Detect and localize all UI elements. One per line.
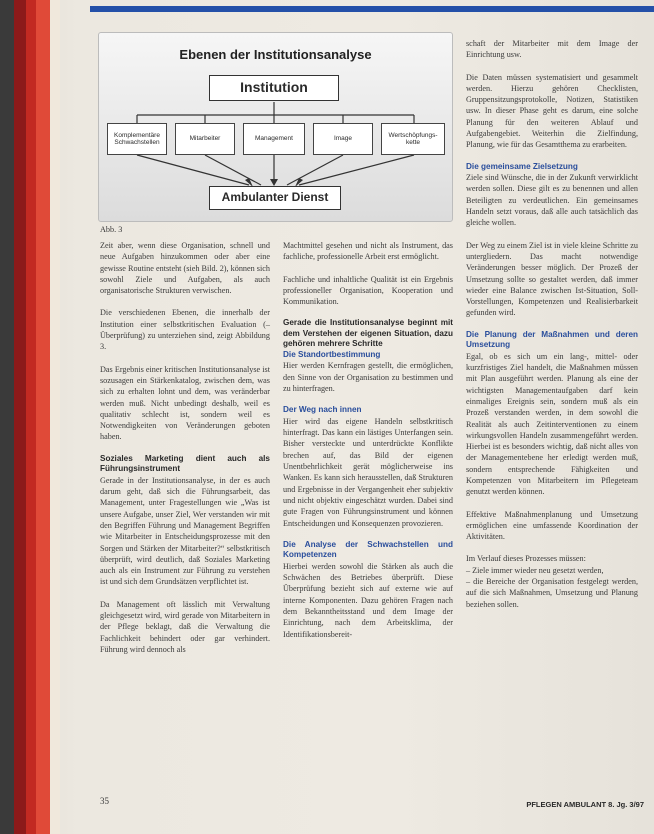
- col2-heading-1: Gerade die Institutionsanalyse beginnt mit dem Verstehen der eigenen Situation, dazu gehören mehrere Schritte: [283, 318, 453, 349]
- col1-heading-1: Soziales Marketing dient auch als Führungsinstrument: [100, 453, 270, 474]
- column-2: [283, 240, 453, 651]
- col3-paragraph-4: Der Weg zu einem Ziel ist in viele kleine Schritte zu untergliedern. Das macht notwendige Veränderungen besser möglich. Der Prozeß der Umsetzung sollte so gestaltet werden, daß immer wieder eine Balance zwischen Ist-Situation, Soll-Vorstellungen, Kompetenzen und Realisierbarkeit gefunden wird.: [466, 240, 638, 318]
- col2-paragraph-5: Hierbei werden sowohl die Stärken als auch die Schwächen des Betriebes überprüft. Diese Überprüfung bezieht sich auf externe wie auf interne Komponenten. Dazu gehören Fragen nach dem Bekanntheitsstand und dem Image der Einrichtung, nach dem Arbeitsklima, der Identifikationsbereit-: [283, 561, 453, 639]
- col3-paragraph-5: Egal, ob es sich um ein lang-, mittel- oder kurzfristiges Ziel handelt, die Maßnahmen müssen mit Plan ausgeführt werden. Planung als eine der wichtigsten Managementaufgaben darf kein einmaliges Ereignis sein, sondern muß als ein Prozeß verstanden werden, in dem sowohl die Realität als auch Zeitinterventionen zu einem wirkungsvollen Handeln zusammengeführt werden. Hierbei ist es besonders wichtig, daß nicht alles von der Managementebene her erledigt werden muß, sondern entsprechende Fähigkeiten und Kompetenzen von Mitarbeitern im Pflegeteam genutzt werden können.: [466, 351, 638, 497]
- col3-paragraph-6: Effektive Maßnahmenplanung und Umsetzung ermöglichen eine umfassende Koordination der Aktivitäten.: [466, 509, 638, 542]
- col2-paragraph-1: Machtmittel gesehen und nicht als Instrument, das fachliche, professionelle Arbeit erst ermöglicht.: [283, 241, 453, 262]
- col2-heading-3: Der Weg nach innen: [283, 405, 362, 415]
- col3-list-item-2: – die Bereiche der Organisation festgelegt werden, auf die sich Maßnahmen, Umsetzung und Planung beziehen sollen.: [466, 577, 638, 609]
- box-schwachstellen: Komplementäre Schwachstellen: [107, 123, 167, 155]
- col1-paragraph-2: Die verschiedenen Ebenen, die innerhalb der Institution einer selbstkritischen Evaluation (– Überprüfung) zu unterziehen sind, zeigt Abbildung 3.: [100, 308, 270, 352]
- column-3: [466, 38, 638, 610]
- page-number: 35: [100, 796, 109, 806]
- col3-paragraph-3: Ziele sind Wünsche, die in der Zukunft verwirklicht werden sollen. Diese gilt es zu benennen und allen Beteiligten zu verdeutlichen. Ein gemeinsames Handeln setzt voraus, daß alle auch tatsächlich das gleiche wollen.: [466, 173, 638, 228]
- col2-paragraph-3: Hier werden Kernfragen gestellt, die ermöglichen, den Sinne von der Organisation zu bestimmen und zu hinterfragen.: [283, 361, 453, 394]
- column-1: [100, 240, 270, 666]
- box-image: Image: [313, 123, 373, 155]
- col1-paragraph-5: Da Management oft lässlich mit Verwaltung gleichgesetzt wird, wird gerade von Mitarbeitern in der Pflege beklagt, daß die Verwaltung die Fachlichkeit behindert oder gar verhindert. Führung wird dennoch als: [100, 599, 270, 654]
- col3-list-item-1: – Ziele immer wieder neu gesetzt werden,: [466, 565, 604, 575]
- col1-paragraph-3: Das Ergebnis einer kritischen Institutionsanalyse ist sozusagen ein Stärkenkatalog, zwischen dem, was sich zu erhalten lohnt und dem, was veränderbar werden muß. Nicht unbedingt deshalb, weil es qualitativ schlecht ist, sondern weil es Notwendigkeiten von Veränderungen geboten haben.: [100, 364, 270, 442]
- col3-heading-1: Die gemeinsame Zielsetzung: [466, 161, 578, 171]
- box-mitarbeiter: Mitarbeiter: [175, 123, 235, 155]
- col2-heading-4: Die Analyse der Schwachstellen und Kompetenzen: [283, 539, 453, 560]
- col1-paragraph-1: Zeit aber, wenn diese Organisation, schnell und neue Aufgaben hinzukommen oder aber eine gewisse Routine entsteht (sieh Bild. 2), können sich sowohl Ziele und Aufgaben, als auch organisatorische Strukturen verwischen.: [100, 241, 270, 296]
- top-color-bar: [90, 6, 654, 12]
- diagram-title: Ebenen der Institutionsanalyse: [179, 47, 372, 62]
- journal-footer: PFLEGEN AMBULANT 8. Jg. 3/97: [526, 800, 644, 809]
- box-management: Management: [243, 123, 305, 155]
- col3-paragraph-7: Im Verlauf dieses Prozesses müssen:: [466, 554, 586, 564]
- col3-heading-2: Die Planung der Maßnahmen und deren Umsetzung: [466, 329, 638, 350]
- ambulanter-dienst-box: Ambulanter Dienst: [209, 186, 341, 210]
- box-wertschoepfungskette: Wertschöpfungs- kette: [381, 123, 445, 155]
- magazine-spine: [0, 0, 60, 834]
- col2-heading-2: Die Standortbestimmung: [283, 349, 381, 359]
- institution-box: Institution: [209, 75, 339, 101]
- col3-paragraph-1: schaft der Mitarbeiter mit dem Image der Einrichtung usw.: [466, 39, 638, 60]
- col2-paragraph-2: Fachliche und inhaltliche Qualität ist ein Ergebnis professioneller Organisation, Kooperation und Kommunikation.: [283, 274, 453, 307]
- figure-caption: Abb. 3: [100, 225, 123, 234]
- institution-analysis-diagram: [98, 32, 453, 222]
- col3-paragraph-2: Die Daten müssen systematisiert und gesammelt werden. Hierzu gehören Checklisten, Gruppensitzungsprotokolle, Notizen, Statistiken usw. In dieser Phase geht es darum, eine solche Planung für den weiteren Ablauf und Aufgabengebiet. Weiterhin die Zielfindung, Planung, wie für das Gesamtthema zu erarbeiten.: [466, 72, 638, 150]
- col1-paragraph-4: Gerade in der Institutionsanalyse, in der es auch darum geht, daß sich die Führungsarbeit, das Management, unter Fragestellungen wie „Was ist unsere Aufgabe, unser Ziel, Wer verstanden wir mit den Begriffen Führung und Management Begriffen wie Mitarbeiter in Entscheidungsprozesse mit den Sorgen und Stärken der Mitarbeiter?“ selbstkritisch überprüft, wird deutlich, daß Soziales Marketing auch als ein Instrument zur Führung zu verstehen ist und sich dem Grundsätzen verpflichtet ist.: [100, 475, 270, 587]
- col2-paragraph-4: Hier wird das eigene Handeln selbstkritisch hinterfragt. Das kann ein lästiges Unterfangen sein. Bisher versteckte und unterdrückte Konflikte brechen auf, das Bild der eigenen Unentbehrlichkeit gerät möglicherweise ins Wanken. Es kann sich herausstellen, daß Strukturen und Ergebnisse in der Vergangenheit eher subjektiv und nicht objektiv eingeschätzt wurden. Dabei sind gute Fragen von Führungsinstrument und können Entscheidungen und Konsequenzen provozieren.: [283, 416, 453, 528]
